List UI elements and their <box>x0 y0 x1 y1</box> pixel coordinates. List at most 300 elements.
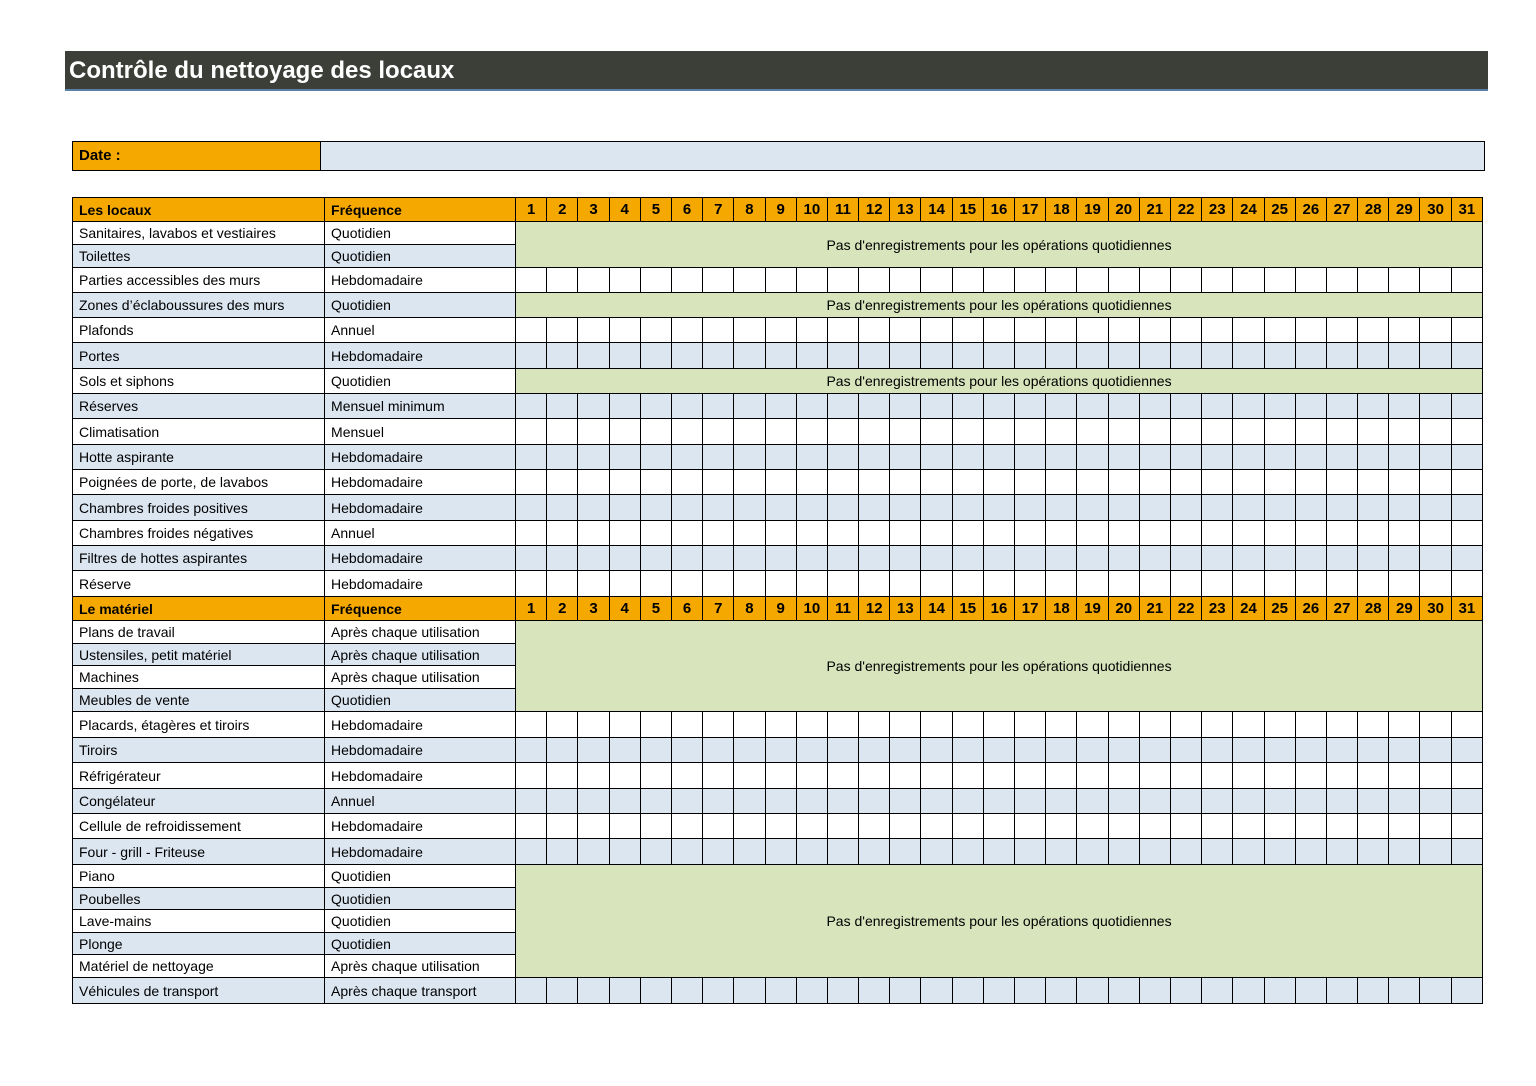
day-check-cell[interactable] <box>1326 419 1357 445</box>
day-check-cell[interactable] <box>640 546 671 571</box>
day-check-cell[interactable] <box>1046 343 1077 369</box>
day-check-cell[interactable] <box>1108 546 1139 571</box>
day-check-cell[interactable] <box>1358 978 1389 1004</box>
day-check-cell[interactable] <box>1202 495 1233 521</box>
day-check-cell[interactable] <box>827 839 858 865</box>
day-check-cell[interactable] <box>1295 712 1326 738</box>
day-check-cell[interactable] <box>859 495 890 521</box>
day-check-cell[interactable] <box>827 419 858 445</box>
day-check-cell[interactable] <box>1015 978 1046 1004</box>
day-check-cell[interactable] <box>1358 318 1389 343</box>
day-check-cell[interactable] <box>1358 763 1389 789</box>
day-check-cell[interactable] <box>983 445 1014 470</box>
day-check-cell[interactable] <box>671 738 702 763</box>
day-check-cell[interactable] <box>703 445 734 470</box>
day-check-cell[interactable] <box>1326 268 1357 293</box>
day-check-cell[interactable] <box>1015 318 1046 343</box>
day-check-cell[interactable] <box>952 495 983 521</box>
day-check-cell[interactable] <box>1420 763 1451 789</box>
day-check-cell[interactable] <box>1326 445 1357 470</box>
day-check-cell[interactable] <box>765 738 796 763</box>
day-check-cell[interactable] <box>547 343 578 369</box>
day-check-cell[interactable] <box>859 763 890 789</box>
day-check-cell[interactable] <box>983 571 1014 597</box>
day-check-cell[interactable] <box>1170 394 1201 419</box>
day-check-cell[interactable] <box>796 495 827 521</box>
day-check-cell[interactable] <box>1170 495 1201 521</box>
day-check-cell[interactable] <box>1358 546 1389 571</box>
day-check-cell[interactable] <box>578 978 609 1004</box>
day-check-cell[interactable] <box>609 318 640 343</box>
day-check-cell[interactable] <box>1233 470 1264 495</box>
day-check-cell[interactable] <box>703 839 734 865</box>
day-check-cell[interactable] <box>1202 814 1233 839</box>
day-check-cell[interactable] <box>1015 738 1046 763</box>
day-check-cell[interactable] <box>547 839 578 865</box>
day-check-cell[interactable] <box>1139 521 1170 546</box>
day-check-cell[interactable] <box>859 268 890 293</box>
day-check-cell[interactable] <box>609 839 640 865</box>
day-check-cell[interactable] <box>1202 763 1233 789</box>
day-check-cell[interactable] <box>1451 343 1482 369</box>
day-check-cell[interactable] <box>1046 521 1077 546</box>
day-check-cell[interactable] <box>796 571 827 597</box>
day-check-cell[interactable] <box>609 445 640 470</box>
day-check-cell[interactable] <box>547 789 578 814</box>
day-check-cell[interactable] <box>1233 839 1264 865</box>
day-check-cell[interactable] <box>1420 789 1451 814</box>
day-check-cell[interactable] <box>547 394 578 419</box>
day-check-cell[interactable] <box>1046 839 1077 865</box>
day-check-cell[interactable] <box>516 521 547 546</box>
day-check-cell[interactable] <box>1295 763 1326 789</box>
day-check-cell[interactable] <box>1233 445 1264 470</box>
day-check-cell[interactable] <box>1077 738 1108 763</box>
day-check-cell[interactable] <box>921 268 952 293</box>
day-check-cell[interactable] <box>734 268 765 293</box>
day-check-cell[interactable] <box>827 814 858 839</box>
day-check-cell[interactable] <box>921 318 952 343</box>
day-check-cell[interactable] <box>734 521 765 546</box>
day-check-cell[interactable] <box>1264 419 1295 445</box>
day-check-cell[interactable] <box>516 419 547 445</box>
day-check-cell[interactable] <box>859 738 890 763</box>
day-check-cell[interactable] <box>1358 343 1389 369</box>
day-check-cell[interactable] <box>1046 318 1077 343</box>
day-check-cell[interactable] <box>952 419 983 445</box>
day-check-cell[interactable] <box>1451 318 1482 343</box>
day-check-cell[interactable] <box>1108 394 1139 419</box>
day-check-cell[interactable] <box>1170 318 1201 343</box>
day-check-cell[interactable] <box>952 318 983 343</box>
day-check-cell[interactable] <box>796 268 827 293</box>
day-check-cell[interactable] <box>1420 419 1451 445</box>
day-check-cell[interactable] <box>671 343 702 369</box>
day-check-cell[interactable] <box>859 839 890 865</box>
day-check-cell[interactable] <box>1202 546 1233 571</box>
day-check-cell[interactable] <box>1358 419 1389 445</box>
day-check-cell[interactable] <box>1077 814 1108 839</box>
day-check-cell[interactable] <box>1326 712 1357 738</box>
day-check-cell[interactable] <box>796 738 827 763</box>
day-check-cell[interactable] <box>1077 978 1108 1004</box>
day-check-cell[interactable] <box>921 546 952 571</box>
day-check-cell[interactable] <box>671 445 702 470</box>
day-check-cell[interactable] <box>1233 814 1264 839</box>
day-check-cell[interactable] <box>1389 978 1420 1004</box>
day-check-cell[interactable] <box>921 495 952 521</box>
day-check-cell[interactable] <box>859 318 890 343</box>
day-check-cell[interactable] <box>983 495 1014 521</box>
day-check-cell[interactable] <box>1389 470 1420 495</box>
day-check-cell[interactable] <box>1046 738 1077 763</box>
day-check-cell[interactable] <box>578 318 609 343</box>
day-check-cell[interactable] <box>703 268 734 293</box>
day-check-cell[interactable] <box>1451 268 1482 293</box>
day-check-cell[interactable] <box>1170 343 1201 369</box>
day-check-cell[interactable] <box>921 978 952 1004</box>
day-check-cell[interactable] <box>640 495 671 521</box>
day-check-cell[interactable] <box>578 470 609 495</box>
day-check-cell[interactable] <box>952 789 983 814</box>
day-check-cell[interactable] <box>516 445 547 470</box>
day-check-cell[interactable] <box>1233 763 1264 789</box>
day-check-cell[interactable] <box>1451 978 1482 1004</box>
day-check-cell[interactable] <box>547 712 578 738</box>
day-check-cell[interactable] <box>859 394 890 419</box>
day-check-cell[interactable] <box>1108 712 1139 738</box>
day-check-cell[interactable] <box>827 470 858 495</box>
day-check-cell[interactable] <box>1326 521 1357 546</box>
day-check-cell[interactable] <box>640 394 671 419</box>
day-check-cell[interactable] <box>952 546 983 571</box>
day-check-cell[interactable] <box>890 268 921 293</box>
day-check-cell[interactable] <box>859 978 890 1004</box>
day-check-cell[interactable] <box>1170 521 1201 546</box>
day-check-cell[interactable] <box>609 470 640 495</box>
day-check-cell[interactable] <box>1015 394 1046 419</box>
day-check-cell[interactable] <box>547 318 578 343</box>
day-check-cell[interactable] <box>983 839 1014 865</box>
day-check-cell[interactable] <box>516 789 547 814</box>
day-check-cell[interactable] <box>765 394 796 419</box>
day-check-cell[interactable] <box>983 738 1014 763</box>
day-check-cell[interactable] <box>952 445 983 470</box>
day-check-cell[interactable] <box>516 343 547 369</box>
day-check-cell[interactable] <box>1139 394 1170 419</box>
day-check-cell[interactable] <box>578 789 609 814</box>
day-check-cell[interactable] <box>1139 789 1170 814</box>
day-check-cell[interactable] <box>1046 445 1077 470</box>
day-check-cell[interactable] <box>1046 419 1077 445</box>
day-check-cell[interactable] <box>547 763 578 789</box>
day-check-cell[interactable] <box>765 318 796 343</box>
day-check-cell[interactable] <box>859 470 890 495</box>
day-check-cell[interactable] <box>1358 571 1389 597</box>
day-check-cell[interactable] <box>1264 394 1295 419</box>
day-check-cell[interactable] <box>765 763 796 789</box>
day-check-cell[interactable] <box>578 445 609 470</box>
day-check-cell[interactable] <box>547 546 578 571</box>
day-check-cell[interactable] <box>827 738 858 763</box>
day-check-cell[interactable] <box>516 978 547 1004</box>
day-check-cell[interactable] <box>1326 738 1357 763</box>
day-check-cell[interactable] <box>703 814 734 839</box>
day-check-cell[interactable] <box>703 712 734 738</box>
day-check-cell[interactable] <box>516 571 547 597</box>
day-check-cell[interactable] <box>1295 445 1326 470</box>
day-check-cell[interactable] <box>671 546 702 571</box>
day-check-cell[interactable] <box>796 445 827 470</box>
day-check-cell[interactable] <box>1108 789 1139 814</box>
day-check-cell[interactable] <box>640 814 671 839</box>
day-check-cell[interactable] <box>1389 546 1420 571</box>
day-check-cell[interactable] <box>609 521 640 546</box>
day-check-cell[interactable] <box>703 763 734 789</box>
day-check-cell[interactable] <box>890 470 921 495</box>
day-check-cell[interactable] <box>1139 712 1170 738</box>
day-check-cell[interactable] <box>547 419 578 445</box>
day-check-cell[interactable] <box>1077 268 1108 293</box>
day-check-cell[interactable] <box>1326 839 1357 865</box>
day-check-cell[interactable] <box>547 268 578 293</box>
day-check-cell[interactable] <box>1233 419 1264 445</box>
day-check-cell[interactable] <box>1170 470 1201 495</box>
day-check-cell[interactable] <box>890 445 921 470</box>
day-check-cell[interactable] <box>609 495 640 521</box>
day-check-cell[interactable] <box>1077 571 1108 597</box>
day-check-cell[interactable] <box>1202 445 1233 470</box>
day-check-cell[interactable] <box>578 571 609 597</box>
day-check-cell[interactable] <box>609 763 640 789</box>
day-check-cell[interactable] <box>1046 712 1077 738</box>
day-check-cell[interactable] <box>796 712 827 738</box>
day-check-cell[interactable] <box>1108 571 1139 597</box>
day-check-cell[interactable] <box>609 546 640 571</box>
day-check-cell[interactable] <box>890 712 921 738</box>
day-check-cell[interactable] <box>578 495 609 521</box>
day-check-cell[interactable] <box>547 470 578 495</box>
day-check-cell[interactable] <box>796 978 827 1004</box>
day-check-cell[interactable] <box>765 839 796 865</box>
day-check-cell[interactable] <box>952 521 983 546</box>
day-check-cell[interactable] <box>1451 546 1482 571</box>
day-check-cell[interactable] <box>827 978 858 1004</box>
day-check-cell[interactable] <box>516 839 547 865</box>
day-check-cell[interactable] <box>734 763 765 789</box>
day-check-cell[interactable] <box>952 839 983 865</box>
day-check-cell[interactable] <box>1202 571 1233 597</box>
day-check-cell[interactable] <box>1233 268 1264 293</box>
day-check-cell[interactable] <box>1077 394 1108 419</box>
day-check-cell[interactable] <box>1108 839 1139 865</box>
day-check-cell[interactable] <box>1077 419 1108 445</box>
day-check-cell[interactable] <box>1170 789 1201 814</box>
day-check-cell[interactable] <box>516 763 547 789</box>
day-check-cell[interactable] <box>734 738 765 763</box>
day-check-cell[interactable] <box>1233 712 1264 738</box>
day-check-cell[interactable] <box>1170 445 1201 470</box>
day-check-cell[interactable] <box>890 789 921 814</box>
day-check-cell[interactable] <box>609 712 640 738</box>
day-check-cell[interactable] <box>734 789 765 814</box>
day-check-cell[interactable] <box>671 495 702 521</box>
day-check-cell[interactable] <box>890 839 921 865</box>
day-check-cell[interactable] <box>1046 571 1077 597</box>
day-check-cell[interactable] <box>609 268 640 293</box>
day-check-cell[interactable] <box>703 738 734 763</box>
day-check-cell[interactable] <box>1295 419 1326 445</box>
day-check-cell[interactable] <box>1108 268 1139 293</box>
day-check-cell[interactable] <box>1295 521 1326 546</box>
day-check-cell[interactable] <box>859 343 890 369</box>
day-check-cell[interactable] <box>1420 470 1451 495</box>
day-check-cell[interactable] <box>796 521 827 546</box>
day-check-cell[interactable] <box>1046 546 1077 571</box>
day-check-cell[interactable] <box>609 789 640 814</box>
day-check-cell[interactable] <box>827 394 858 419</box>
day-check-cell[interactable] <box>952 978 983 1004</box>
day-check-cell[interactable] <box>516 712 547 738</box>
day-check-cell[interactable] <box>1420 394 1451 419</box>
day-check-cell[interactable] <box>734 394 765 419</box>
day-check-cell[interactable] <box>1233 571 1264 597</box>
day-check-cell[interactable] <box>1326 763 1357 789</box>
day-check-cell[interactable] <box>1358 521 1389 546</box>
day-check-cell[interactable] <box>859 521 890 546</box>
day-check-cell[interactable] <box>516 495 547 521</box>
day-check-cell[interactable] <box>1170 712 1201 738</box>
day-check-cell[interactable] <box>640 839 671 865</box>
day-check-cell[interactable] <box>1358 394 1389 419</box>
day-check-cell[interactable] <box>1170 763 1201 789</box>
day-check-cell[interactable] <box>640 419 671 445</box>
day-check-cell[interactable] <box>640 789 671 814</box>
day-check-cell[interactable] <box>796 763 827 789</box>
day-check-cell[interactable] <box>703 343 734 369</box>
day-check-cell[interactable] <box>1264 789 1295 814</box>
day-check-cell[interactable] <box>983 814 1014 839</box>
day-check-cell[interactable] <box>1295 318 1326 343</box>
day-check-cell[interactable] <box>1015 470 1046 495</box>
day-check-cell[interactable] <box>671 419 702 445</box>
day-check-cell[interactable] <box>1108 495 1139 521</box>
day-check-cell[interactable] <box>609 419 640 445</box>
day-check-cell[interactable] <box>609 394 640 419</box>
day-check-cell[interactable] <box>547 521 578 546</box>
day-check-cell[interactable] <box>1420 343 1451 369</box>
day-check-cell[interactable] <box>1077 789 1108 814</box>
day-check-cell[interactable] <box>516 268 547 293</box>
day-check-cell[interactable] <box>765 546 796 571</box>
day-check-cell[interactable] <box>1077 839 1108 865</box>
day-check-cell[interactable] <box>1264 521 1295 546</box>
day-check-cell[interactable] <box>1015 712 1046 738</box>
day-check-cell[interactable] <box>671 394 702 419</box>
day-check-cell[interactable] <box>640 571 671 597</box>
day-check-cell[interactable] <box>1139 343 1170 369</box>
day-check-cell[interactable] <box>516 318 547 343</box>
day-check-cell[interactable] <box>1077 521 1108 546</box>
day-check-cell[interactable] <box>1264 978 1295 1004</box>
day-check-cell[interactable] <box>796 470 827 495</box>
day-check-cell[interactable] <box>1046 394 1077 419</box>
day-check-cell[interactable] <box>1389 343 1420 369</box>
day-check-cell[interactable] <box>734 814 765 839</box>
day-check-cell[interactable] <box>1233 789 1264 814</box>
day-check-cell[interactable] <box>1326 318 1357 343</box>
day-check-cell[interactable] <box>765 343 796 369</box>
day-check-cell[interactable] <box>734 571 765 597</box>
day-check-cell[interactable] <box>952 394 983 419</box>
day-check-cell[interactable] <box>578 343 609 369</box>
day-check-cell[interactable] <box>1046 495 1077 521</box>
day-check-cell[interactable] <box>890 318 921 343</box>
day-check-cell[interactable] <box>1389 712 1420 738</box>
day-check-cell[interactable] <box>1170 419 1201 445</box>
day-check-cell[interactable] <box>609 571 640 597</box>
day-check-cell[interactable] <box>734 839 765 865</box>
day-check-cell[interactable] <box>983 763 1014 789</box>
day-check-cell[interactable] <box>1420 712 1451 738</box>
day-check-cell[interactable] <box>1389 789 1420 814</box>
day-check-cell[interactable] <box>547 978 578 1004</box>
day-check-cell[interactable] <box>983 546 1014 571</box>
day-check-cell[interactable] <box>547 495 578 521</box>
day-check-cell[interactable] <box>1264 814 1295 839</box>
day-check-cell[interactable] <box>1202 419 1233 445</box>
day-check-cell[interactable] <box>1170 571 1201 597</box>
day-check-cell[interactable] <box>1233 546 1264 571</box>
day-check-cell[interactable] <box>1295 495 1326 521</box>
day-check-cell[interactable] <box>765 521 796 546</box>
day-check-cell[interactable] <box>1420 978 1451 1004</box>
day-check-cell[interactable] <box>547 738 578 763</box>
day-check-cell[interactable] <box>1389 571 1420 597</box>
day-check-cell[interactable] <box>1077 445 1108 470</box>
day-check-cell[interactable] <box>1015 268 1046 293</box>
day-check-cell[interactable] <box>703 571 734 597</box>
day-check-cell[interactable] <box>703 546 734 571</box>
day-check-cell[interactable] <box>1326 571 1357 597</box>
day-check-cell[interactable] <box>671 318 702 343</box>
day-check-cell[interactable] <box>703 789 734 814</box>
day-check-cell[interactable] <box>1015 521 1046 546</box>
day-check-cell[interactable] <box>516 546 547 571</box>
day-check-cell[interactable] <box>765 571 796 597</box>
day-check-cell[interactable] <box>516 394 547 419</box>
day-check-cell[interactable] <box>1295 394 1326 419</box>
day-check-cell[interactable] <box>1139 445 1170 470</box>
day-check-cell[interactable] <box>1295 571 1326 597</box>
day-check-cell[interactable] <box>1326 814 1357 839</box>
day-check-cell[interactable] <box>952 571 983 597</box>
day-check-cell[interactable] <box>1358 789 1389 814</box>
day-check-cell[interactable] <box>1451 470 1482 495</box>
day-check-cell[interactable] <box>1202 738 1233 763</box>
day-check-cell[interactable] <box>1264 445 1295 470</box>
day-check-cell[interactable] <box>952 470 983 495</box>
day-check-cell[interactable] <box>1108 318 1139 343</box>
day-check-cell[interactable] <box>1451 763 1482 789</box>
day-check-cell[interactable] <box>796 839 827 865</box>
day-check-cell[interactable] <box>921 839 952 865</box>
day-check-cell[interactable] <box>1358 445 1389 470</box>
day-check-cell[interactable] <box>1264 712 1295 738</box>
day-check-cell[interactable] <box>1170 546 1201 571</box>
day-check-cell[interactable] <box>1389 738 1420 763</box>
day-check-cell[interactable] <box>578 738 609 763</box>
